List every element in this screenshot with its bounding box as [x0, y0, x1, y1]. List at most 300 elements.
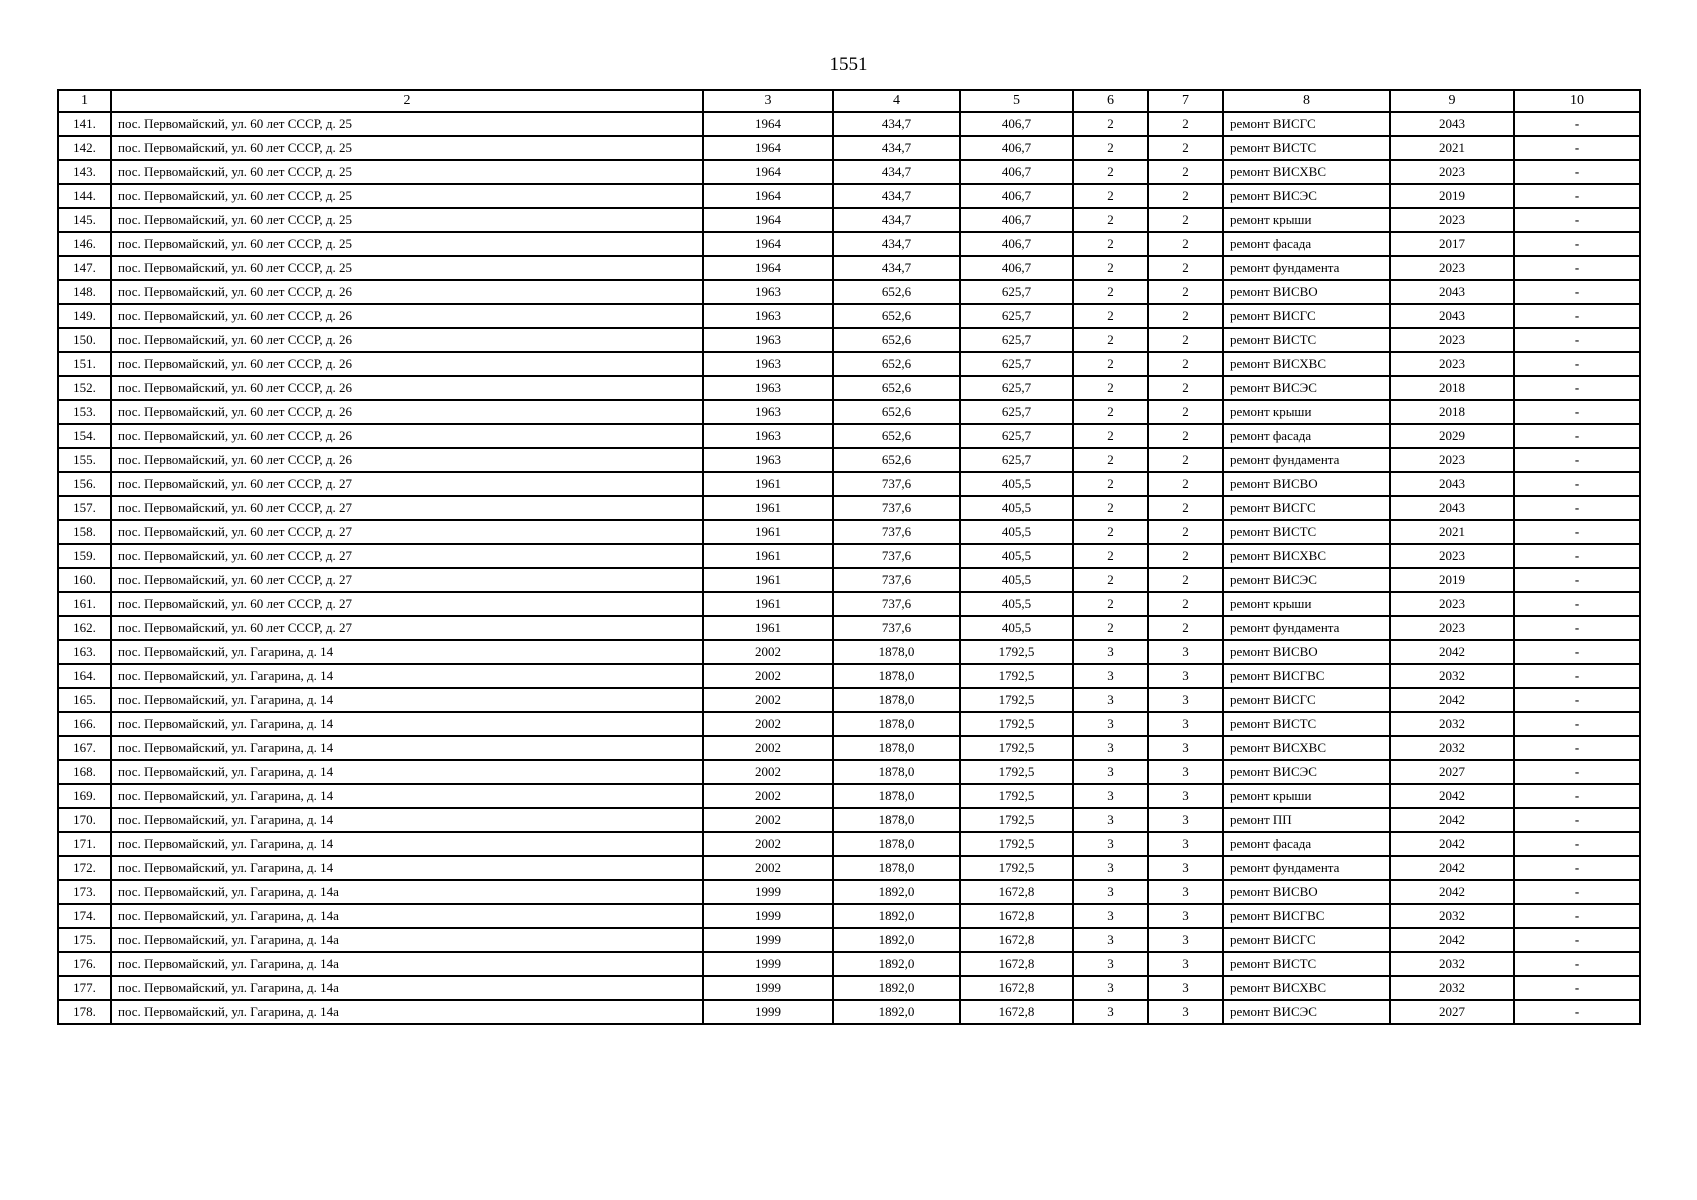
- table-row: [58, 784, 1640, 808]
- cell-total-area: 652,6: [833, 424, 960, 448]
- column-header-1: 1: [58, 90, 111, 112]
- cell-work-type: ремонт фасада: [1223, 832, 1390, 856]
- table-row: [58, 112, 1640, 136]
- cell-year-built: 1964: [703, 208, 833, 232]
- cell-address: пос. Первомайский, ул. Гагарина, д. 14: [111, 664, 703, 688]
- cell-total-area: 1892,0: [833, 952, 960, 976]
- cell-address: пос. Первомайский, ул. 60 лет СССР, д. 25: [111, 184, 703, 208]
- cell-work-type: ремонт ВИСВО: [1223, 472, 1390, 496]
- cell-year-built: 2002: [703, 688, 833, 712]
- cell-row-number: 152.: [58, 376, 111, 400]
- cell-address: пос. Первомайский, ул. Гагарина, д. 14: [111, 856, 703, 880]
- cell-total-area: 1892,0: [833, 928, 960, 952]
- cell-address: пос. Первомайский, ул. 60 лет СССР, д. 26: [111, 424, 703, 448]
- cell-address: пос. Первомайский, ул. Гагарина, д. 14а: [111, 1000, 703, 1024]
- cell-total-area: 737,6: [833, 616, 960, 640]
- cell-total-area: 1878,0: [833, 784, 960, 808]
- cell-living-area: 406,7: [960, 256, 1073, 280]
- cell-note: -: [1514, 880, 1640, 904]
- cell-living-area: 405,5: [960, 568, 1073, 592]
- cell-work-type: ремонт ВИСХВС: [1223, 736, 1390, 760]
- cell-note: -: [1514, 616, 1640, 640]
- cell-floors: 2: [1073, 448, 1148, 472]
- cell-year-built: 1961: [703, 544, 833, 568]
- table-row: [58, 712, 1640, 736]
- cell-planned-year: 2032: [1390, 736, 1514, 760]
- cell-note: -: [1514, 160, 1640, 184]
- cell-work-type: ремонт ВИСТС: [1223, 328, 1390, 352]
- cell-work-type: ремонт крыши: [1223, 400, 1390, 424]
- cell-year-built: 1963: [703, 400, 833, 424]
- cell-planned-year: 2023: [1390, 328, 1514, 352]
- cell-entrances: 3: [1148, 976, 1223, 1000]
- cell-work-type: ремонт ВИСЭС: [1223, 760, 1390, 784]
- cell-floors: 2: [1073, 592, 1148, 616]
- cell-total-area: 1892,0: [833, 880, 960, 904]
- cell-planned-year: 2027: [1390, 1000, 1514, 1024]
- cell-work-type: ремонт фундамента: [1223, 256, 1390, 280]
- cell-floors: 3: [1073, 688, 1148, 712]
- cell-address: пос. Первомайский, ул. 60 лет СССР, д. 27: [111, 472, 703, 496]
- cell-living-area: 1792,5: [960, 784, 1073, 808]
- cell-total-area: 434,7: [833, 136, 960, 160]
- cell-note: -: [1514, 112, 1640, 136]
- cell-floors: 3: [1073, 760, 1148, 784]
- table-row: [58, 904, 1640, 928]
- table-row: [58, 280, 1640, 304]
- cell-year-built: 1964: [703, 136, 833, 160]
- cell-total-area: 434,7: [833, 232, 960, 256]
- cell-living-area: 405,5: [960, 592, 1073, 616]
- cell-entrances: 2: [1148, 328, 1223, 352]
- cell-entrances: 2: [1148, 136, 1223, 160]
- cell-living-area: 1792,5: [960, 736, 1073, 760]
- table-row: [58, 688, 1640, 712]
- table-row: [58, 160, 1640, 184]
- cell-total-area: 1892,0: [833, 976, 960, 1000]
- cell-year-built: 1963: [703, 352, 833, 376]
- cell-floors: 3: [1073, 856, 1148, 880]
- cell-address: пос. Первомайский, ул. Гагарина, д. 14: [111, 712, 703, 736]
- cell-row-number: 149.: [58, 304, 111, 328]
- cell-row-number: 166.: [58, 712, 111, 736]
- table-row: [58, 376, 1640, 400]
- cell-living-area: 1792,5: [960, 760, 1073, 784]
- cell-living-area: 1672,8: [960, 1000, 1073, 1024]
- cell-living-area: 625,7: [960, 328, 1073, 352]
- cell-living-area: 406,7: [960, 112, 1073, 136]
- cell-total-area: 737,6: [833, 472, 960, 496]
- cell-living-area: 1792,5: [960, 712, 1073, 736]
- column-header-6: 6: [1073, 90, 1148, 112]
- cell-floors: 2: [1073, 136, 1148, 160]
- cell-living-area: 1792,5: [960, 808, 1073, 832]
- cell-row-number: 160.: [58, 568, 111, 592]
- cell-year-built: 2002: [703, 736, 833, 760]
- cell-planned-year: 2043: [1390, 280, 1514, 304]
- cell-entrances: 2: [1148, 424, 1223, 448]
- cell-work-type: ремонт крыши: [1223, 208, 1390, 232]
- cell-note: -: [1514, 784, 1640, 808]
- cell-work-type: ремонт фундамента: [1223, 856, 1390, 880]
- cell-total-area: 652,6: [833, 352, 960, 376]
- cell-row-number: 151.: [58, 352, 111, 376]
- cell-year-built: 1963: [703, 280, 833, 304]
- cell-entrances: 3: [1148, 784, 1223, 808]
- cell-planned-year: 2043: [1390, 112, 1514, 136]
- cell-planned-year: 2029: [1390, 424, 1514, 448]
- cell-total-area: 652,6: [833, 328, 960, 352]
- column-header-3: 3: [703, 90, 833, 112]
- cell-note: -: [1514, 592, 1640, 616]
- cell-note: -: [1514, 376, 1640, 400]
- cell-living-area: 405,5: [960, 496, 1073, 520]
- cell-entrances: 3: [1148, 712, 1223, 736]
- cell-address: пос. Первомайский, ул. 60 лет СССР, д. 25: [111, 256, 703, 280]
- cell-living-area: 405,5: [960, 520, 1073, 544]
- cell-living-area: 1672,8: [960, 976, 1073, 1000]
- cell-work-type: ремонт ВИСХВС: [1223, 352, 1390, 376]
- cell-total-area: 1878,0: [833, 664, 960, 688]
- table-row: [58, 136, 1640, 160]
- cell-planned-year: 2023: [1390, 592, 1514, 616]
- cell-total-area: 1878,0: [833, 808, 960, 832]
- cell-total-area: 434,7: [833, 160, 960, 184]
- cell-entrances: 3: [1148, 928, 1223, 952]
- cell-work-type: ремонт ПП: [1223, 808, 1390, 832]
- cell-total-area: 434,7: [833, 256, 960, 280]
- cell-address: пос. Первомайский, ул. Гагарина, д. 14: [111, 832, 703, 856]
- table-row: [58, 592, 1640, 616]
- cell-living-area: 625,7: [960, 376, 1073, 400]
- table-row: [58, 880, 1640, 904]
- table-row: [58, 184, 1640, 208]
- cell-total-area: 1878,0: [833, 736, 960, 760]
- cell-entrances: 3: [1148, 1000, 1223, 1024]
- cell-entrances: 2: [1148, 496, 1223, 520]
- cell-living-area: 1672,8: [960, 904, 1073, 928]
- cell-planned-year: 2032: [1390, 976, 1514, 1000]
- cell-planned-year: 2021: [1390, 136, 1514, 160]
- cell-total-area: 737,6: [833, 520, 960, 544]
- cell-note: -: [1514, 304, 1640, 328]
- cell-total-area: 1892,0: [833, 904, 960, 928]
- cell-address: пос. Первомайский, ул. 60 лет СССР, д. 27: [111, 616, 703, 640]
- cell-work-type: ремонт ВИСЭС: [1223, 568, 1390, 592]
- cell-address: пос. Первомайский, ул. 60 лет СССР, д. 26: [111, 448, 703, 472]
- column-header-7: 7: [1148, 90, 1223, 112]
- cell-planned-year: 2018: [1390, 400, 1514, 424]
- cell-planned-year: 2042: [1390, 808, 1514, 832]
- cell-row-number: 158.: [58, 520, 111, 544]
- cell-entrances: 3: [1148, 856, 1223, 880]
- cell-note: -: [1514, 448, 1640, 472]
- cell-entrances: 2: [1148, 568, 1223, 592]
- cell-planned-year: 2019: [1390, 568, 1514, 592]
- cell-row-number: 175.: [58, 928, 111, 952]
- cell-planned-year: 2042: [1390, 880, 1514, 904]
- cell-row-number: 161.: [58, 592, 111, 616]
- cell-note: -: [1514, 568, 1640, 592]
- cell-entrances: 2: [1148, 112, 1223, 136]
- cell-work-type: ремонт крыши: [1223, 592, 1390, 616]
- cell-total-area: 737,6: [833, 544, 960, 568]
- cell-living-area: 625,7: [960, 400, 1073, 424]
- cell-entrances: 3: [1148, 688, 1223, 712]
- cell-year-built: 1961: [703, 592, 833, 616]
- cell-work-type: ремонт фундамента: [1223, 448, 1390, 472]
- cell-row-number: 147.: [58, 256, 111, 280]
- cell-note: -: [1514, 736, 1640, 760]
- cell-work-type: ремонт ВИСТС: [1223, 952, 1390, 976]
- cell-floors: 3: [1073, 712, 1148, 736]
- cell-address: пос. Первомайский, ул. 60 лет СССР, д. 26: [111, 352, 703, 376]
- cell-total-area: 1878,0: [833, 856, 960, 880]
- cell-address: пос. Первомайский, ул. 60 лет СССР, д. 27: [111, 520, 703, 544]
- cell-note: -: [1514, 328, 1640, 352]
- cell-entrances: 2: [1148, 160, 1223, 184]
- cell-living-area: 1792,5: [960, 832, 1073, 856]
- cell-year-built: 1999: [703, 952, 833, 976]
- cell-floors: 3: [1073, 664, 1148, 688]
- cell-planned-year: 2042: [1390, 832, 1514, 856]
- cell-entrances: 2: [1148, 352, 1223, 376]
- cell-row-number: 143.: [58, 160, 111, 184]
- cell-row-number: 157.: [58, 496, 111, 520]
- column-header-8: 8: [1223, 90, 1390, 112]
- cell-row-number: 148.: [58, 280, 111, 304]
- cell-row-number: 146.: [58, 232, 111, 256]
- cell-year-built: 1963: [703, 376, 833, 400]
- column-header-2: 2: [111, 90, 703, 112]
- cell-living-area: 406,7: [960, 232, 1073, 256]
- cell-note: -: [1514, 424, 1640, 448]
- cell-year-built: 1963: [703, 328, 833, 352]
- cell-living-area: 625,7: [960, 424, 1073, 448]
- cell-work-type: ремонт ВИСГС: [1223, 688, 1390, 712]
- cell-planned-year: 2032: [1390, 904, 1514, 928]
- cell-living-area: 406,7: [960, 208, 1073, 232]
- cell-work-type: ремонт ВИСХВС: [1223, 160, 1390, 184]
- cell-row-number: 154.: [58, 424, 111, 448]
- cell-entrances: 2: [1148, 520, 1223, 544]
- cell-year-built: 2002: [703, 784, 833, 808]
- table-row: [58, 640, 1640, 664]
- cell-year-built: 2002: [703, 712, 833, 736]
- cell-floors: 3: [1073, 952, 1148, 976]
- cell-note: -: [1514, 976, 1640, 1000]
- cell-address: пос. Первомайский, ул. 60 лет СССР, д. 25: [111, 232, 703, 256]
- cell-note: -: [1514, 664, 1640, 688]
- cell-note: -: [1514, 472, 1640, 496]
- cell-floors: 2: [1073, 112, 1148, 136]
- cell-planned-year: 2042: [1390, 928, 1514, 952]
- cell-total-area: 1878,0: [833, 712, 960, 736]
- table-row: [58, 544, 1640, 568]
- cell-row-number: 178.: [58, 1000, 111, 1024]
- cell-row-number: 167.: [58, 736, 111, 760]
- cell-entrances: 2: [1148, 616, 1223, 640]
- cell-note: -: [1514, 232, 1640, 256]
- cell-floors: 2: [1073, 304, 1148, 328]
- cell-floors: 2: [1073, 184, 1148, 208]
- cell-address: пос. Первомайский, ул. Гагарина, д. 14: [111, 760, 703, 784]
- cell-total-area: 652,6: [833, 280, 960, 304]
- cell-note: -: [1514, 904, 1640, 928]
- cell-entrances: 2: [1148, 376, 1223, 400]
- cell-note: -: [1514, 256, 1640, 280]
- cell-living-area: 1672,8: [960, 952, 1073, 976]
- table-row: [58, 952, 1640, 976]
- cell-living-area: 625,7: [960, 280, 1073, 304]
- cell-note: -: [1514, 520, 1640, 544]
- cell-row-number: 141.: [58, 112, 111, 136]
- cell-planned-year: 2023: [1390, 544, 1514, 568]
- cell-total-area: 652,6: [833, 304, 960, 328]
- cell-year-built: 1999: [703, 904, 833, 928]
- cell-floors: 3: [1073, 904, 1148, 928]
- cell-work-type: ремонт ВИСГВС: [1223, 904, 1390, 928]
- cell-entrances: 2: [1148, 544, 1223, 568]
- cell-year-built: 2002: [703, 664, 833, 688]
- cell-floors: 3: [1073, 784, 1148, 808]
- cell-year-built: 1964: [703, 232, 833, 256]
- cell-floors: 2: [1073, 376, 1148, 400]
- cell-year-built: 2002: [703, 856, 833, 880]
- cell-living-area: 1672,8: [960, 880, 1073, 904]
- cell-note: -: [1514, 640, 1640, 664]
- cell-living-area: 405,5: [960, 616, 1073, 640]
- cell-year-built: 1999: [703, 976, 833, 1000]
- cell-row-number: 165.: [58, 688, 111, 712]
- cell-work-type: ремонт ВИСГС: [1223, 496, 1390, 520]
- cell-living-area: 405,5: [960, 472, 1073, 496]
- cell-year-built: 1963: [703, 304, 833, 328]
- cell-row-number: 163.: [58, 640, 111, 664]
- cell-entrances: 3: [1148, 880, 1223, 904]
- cell-total-area: 737,6: [833, 496, 960, 520]
- cell-address: пос. Первомайский, ул. 60 лет СССР, д. 26: [111, 328, 703, 352]
- cell-row-number: 170.: [58, 808, 111, 832]
- cell-floors: 3: [1073, 880, 1148, 904]
- cell-planned-year: 2023: [1390, 160, 1514, 184]
- table-row: [58, 928, 1640, 952]
- cell-entrances: 2: [1148, 304, 1223, 328]
- table-row: [58, 832, 1640, 856]
- cell-total-area: 1892,0: [833, 1000, 960, 1024]
- cell-floors: 2: [1073, 520, 1148, 544]
- cell-floors: 2: [1073, 280, 1148, 304]
- cell-work-type: ремонт ВИСХВС: [1223, 544, 1390, 568]
- cell-floors: 2: [1073, 208, 1148, 232]
- table-row: [58, 856, 1640, 880]
- cell-work-type: ремонт ВИСТС: [1223, 136, 1390, 160]
- cell-living-area: 406,7: [960, 160, 1073, 184]
- cell-entrances: 2: [1148, 280, 1223, 304]
- cell-address: пос. Первомайский, ул. 60 лет СССР, д. 27: [111, 568, 703, 592]
- cell-year-built: 1961: [703, 568, 833, 592]
- column-header-9: 9: [1390, 90, 1514, 112]
- cell-row-number: 174.: [58, 904, 111, 928]
- cell-planned-year: 2021: [1390, 520, 1514, 544]
- table-row: [58, 208, 1640, 232]
- table-row: [58, 496, 1640, 520]
- cell-floors: 3: [1073, 928, 1148, 952]
- cell-planned-year: 2043: [1390, 304, 1514, 328]
- cell-floors: 2: [1073, 328, 1148, 352]
- cell-entrances: 2: [1148, 232, 1223, 256]
- table-row: [58, 736, 1640, 760]
- cell-row-number: 171.: [58, 832, 111, 856]
- cell-note: -: [1514, 184, 1640, 208]
- cell-note: -: [1514, 856, 1640, 880]
- cell-planned-year: 2023: [1390, 448, 1514, 472]
- cell-total-area: 652,6: [833, 448, 960, 472]
- cell-note: -: [1514, 688, 1640, 712]
- cell-floors: 3: [1073, 640, 1148, 664]
- cell-year-built: 1964: [703, 184, 833, 208]
- cell-planned-year: 2032: [1390, 664, 1514, 688]
- cell-total-area: 434,7: [833, 184, 960, 208]
- cell-total-area: 434,7: [833, 112, 960, 136]
- cell-living-area: 405,5: [960, 544, 1073, 568]
- cell-floors: 2: [1073, 496, 1148, 520]
- page-number: 1551: [829, 54, 868, 75]
- cell-note: -: [1514, 208, 1640, 232]
- cell-living-area: 406,7: [960, 184, 1073, 208]
- cell-work-type: ремонт ВИСВО: [1223, 880, 1390, 904]
- cell-row-number: 172.: [58, 856, 111, 880]
- cell-year-built: 2002: [703, 760, 833, 784]
- cell-note: -: [1514, 1000, 1640, 1024]
- cell-address: пос. Первомайский, ул. 60 лет СССР, д. 25: [111, 136, 703, 160]
- cell-year-built: 1999: [703, 928, 833, 952]
- cell-total-area: 1878,0: [833, 688, 960, 712]
- cell-work-type: ремонт фундамента: [1223, 616, 1390, 640]
- cell-year-built: 1964: [703, 256, 833, 280]
- cell-address: пос. Первомайский, ул. 60 лет СССР, д. 27: [111, 544, 703, 568]
- cell-note: -: [1514, 400, 1640, 424]
- cell-row-number: 159.: [58, 544, 111, 568]
- cell-total-area: 737,6: [833, 592, 960, 616]
- cell-row-number: 169.: [58, 784, 111, 808]
- cell-note: -: [1514, 760, 1640, 784]
- cell-row-number: 145.: [58, 208, 111, 232]
- table-row: [58, 256, 1640, 280]
- cell-address: пос. Первомайский, ул. 60 лет СССР, д. 27: [111, 592, 703, 616]
- cell-planned-year: 2043: [1390, 496, 1514, 520]
- cell-row-number: 176.: [58, 952, 111, 976]
- cell-year-built: 1964: [703, 112, 833, 136]
- cell-planned-year: 2032: [1390, 952, 1514, 976]
- cell-floors: 2: [1073, 160, 1148, 184]
- cell-row-number: 177.: [58, 976, 111, 1000]
- cell-entrances: 3: [1148, 952, 1223, 976]
- cell-note: -: [1514, 952, 1640, 976]
- cell-entrances: 2: [1148, 256, 1223, 280]
- cell-entrances: 3: [1148, 640, 1223, 664]
- cell-address: пос. Первомайский, ул. Гагарина, д. 14: [111, 640, 703, 664]
- cell-year-built: 1961: [703, 472, 833, 496]
- cell-living-area: 625,7: [960, 304, 1073, 328]
- cell-year-built: 2002: [703, 640, 833, 664]
- cell-address: пос. Первомайский, ул. 60 лет СССР, д. 25: [111, 208, 703, 232]
- cell-note: -: [1514, 808, 1640, 832]
- cell-entrances: 2: [1148, 472, 1223, 496]
- cell-planned-year: 2018: [1390, 376, 1514, 400]
- table-body: [58, 112, 1640, 1024]
- repair-schedule-table: [57, 89, 1641, 1025]
